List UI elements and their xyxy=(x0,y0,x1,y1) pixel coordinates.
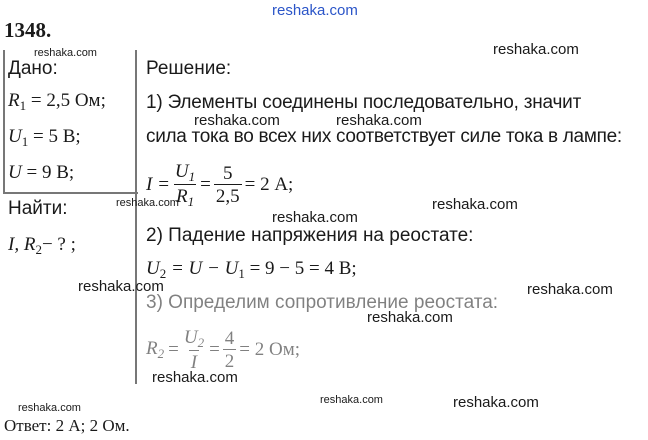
eq3-fraction-u2-i xyxy=(182,328,206,372)
given-u1-value: = 5 В; xyxy=(32,126,81,147)
eq1-f2-num: 5 xyxy=(222,163,233,184)
eq2-u1-sub: 1 xyxy=(238,266,245,281)
horizontal-divider xyxy=(3,192,138,194)
solution-step1-line2: сила тока во всех них соответствует силе тока в лампе: xyxy=(146,126,622,147)
eq1-f1-num-sub: 1 xyxy=(188,169,196,184)
watermark-10: reshaka.com xyxy=(367,309,453,326)
given-r1 xyxy=(8,90,106,114)
watermark-4: reshaka.com xyxy=(336,112,422,129)
watermark-9: reshaka.com xyxy=(527,281,613,298)
eq1-fraction-values xyxy=(214,164,242,206)
eq3-lhs-sub: 2 xyxy=(157,346,165,361)
watermark-7: reshaka.com xyxy=(272,209,358,226)
eq3-lhs: $R_2$ xyxy=(146,338,165,361)
eq2-middle: = U − U xyxy=(166,258,239,279)
eq1-rhs: = 2 А; xyxy=(244,174,294,195)
given-u-var: U xyxy=(8,162,22,183)
eq3-f1-den: I xyxy=(190,352,198,373)
equation-resistance xyxy=(146,328,300,372)
eq3-f1-num-sub: 2 xyxy=(197,335,205,350)
watermark-6: reshaka.com xyxy=(432,196,518,213)
eq3-f2-den: 2 xyxy=(224,351,235,372)
given-u1-var: U xyxy=(8,126,22,147)
eq3-f2-num: 4 xyxy=(224,328,235,349)
watermark-top: reshaka.com xyxy=(272,2,358,19)
find-heading: Найти: xyxy=(8,198,68,219)
eq1-f2-den: 2,5 xyxy=(215,186,240,207)
eq1-f1-den: R xyxy=(175,186,188,207)
given-u xyxy=(8,162,74,184)
eq3-rhs: = 2 Ом; xyxy=(239,339,301,360)
find-expression xyxy=(8,234,76,258)
solution-step3: 3) Определим сопротивление реостата: xyxy=(146,292,499,313)
watermark-11: reshaka.com xyxy=(152,369,238,386)
equation-voltage xyxy=(146,258,357,282)
watermark-14: reshaka.com xyxy=(453,394,539,411)
vertical-divider-main xyxy=(135,50,137,384)
eq3-equals-2: = xyxy=(209,339,220,360)
answer: Ответ: 2 А; 2 Ом. xyxy=(4,416,130,435)
find-r-sub: 2 xyxy=(35,242,42,257)
given-r1-sub: 1 xyxy=(19,98,27,113)
eq3-f1-num: U xyxy=(183,327,198,348)
solution-step2: 2) Падение напряжения на реостате: xyxy=(146,225,474,246)
eq3-equals: = xyxy=(168,339,179,360)
eq2-rhs: = 9 − 5 = 4 В; xyxy=(244,258,357,279)
given-heading: Дано: xyxy=(8,58,58,79)
eq1-f1-num: U xyxy=(174,161,189,182)
find-r: , R xyxy=(14,234,36,255)
solution-step1-line1: 1) Элементы соединены последовательно, значит xyxy=(146,92,582,113)
find-question: − ? ; xyxy=(41,234,76,255)
watermark-3: reshaka.com xyxy=(194,112,280,129)
solution-heading: Решение: xyxy=(146,58,232,79)
watermark-2: reshaka.com xyxy=(493,41,579,58)
problem-number: 1348. xyxy=(4,18,52,42)
eq2-u2-sub: 2 xyxy=(159,266,167,281)
eq1-equals: = xyxy=(200,174,211,195)
given-u-value: = 9 В; xyxy=(26,162,75,183)
watermark-8: reshaka.com xyxy=(78,278,164,295)
find-i: I xyxy=(8,234,15,255)
eq2-u2: U xyxy=(146,258,160,279)
watermark-13: reshaka.com xyxy=(18,402,81,414)
watermark-12: reshaka.com xyxy=(320,394,383,406)
watermark-1: reshaka.com xyxy=(34,47,97,59)
given-r1-var: R xyxy=(8,90,20,111)
given-r1-value: = 2,5 Ом; xyxy=(30,90,106,111)
given-u1-sub: 1 xyxy=(21,134,29,149)
eq1-f1-den-sub: 1 xyxy=(187,194,195,209)
watermark-5: reshaka.com xyxy=(116,197,179,209)
given-u1 xyxy=(8,126,81,150)
eq1-lhs: I = xyxy=(146,174,170,195)
vertical-divider-left xyxy=(3,50,5,192)
eq3-fraction-values xyxy=(223,329,237,371)
